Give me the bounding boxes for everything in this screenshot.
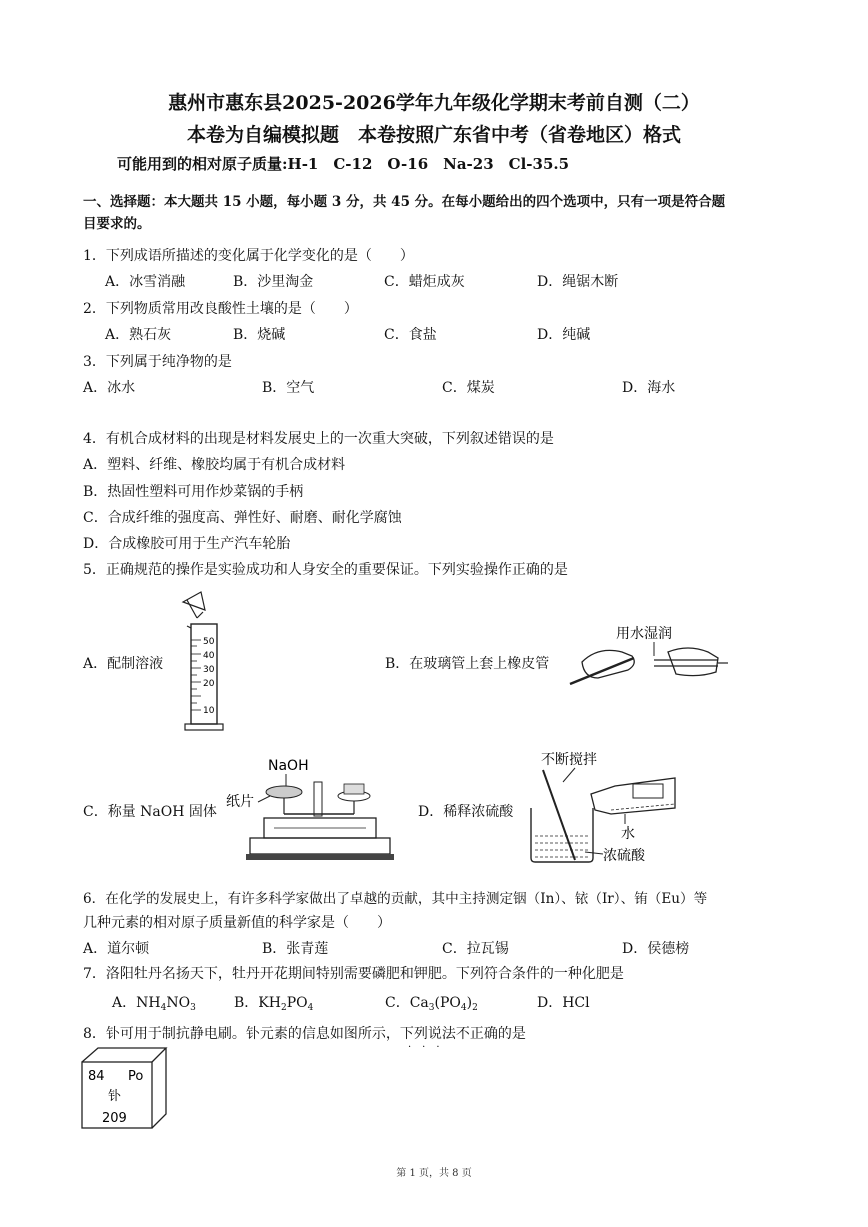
exam-title: 惠州市惠东县2025-2026学年九年级化学期末考前自测（二）	[168, 92, 700, 114]
q3-option-a[interactable]: A．冰水	[83, 380, 136, 396]
q6-option-a[interactable]: A．道尔顿	[83, 941, 150, 957]
cylinder-tick-50: 50	[203, 637, 215, 647]
element-atomic-number: 84	[88, 1069, 105, 1084]
q6-option-c[interactable]: C．拉瓦锡	[442, 941, 509, 957]
q7-option-a-subscript1: 4	[160, 1003, 167, 1013]
measuring-cylinder-figure	[175, 588, 235, 736]
atomic-masses: 可能用到的相对原子质量:H-1 C-12 O-16 Na-23 Cl-35.5	[117, 155, 570, 173]
cylinder-tick-30: 30	[203, 665, 215, 675]
q5-option-b[interactable]: B．在玻璃管上套上橡皮管	[385, 656, 550, 672]
q3-option-d[interactable]: D．海水	[622, 380, 676, 396]
q7-option-c-label: C．	[385, 995, 410, 1011]
element-symbol: Po	[128, 1069, 144, 1084]
q6-option-d[interactable]: D．侯德榜	[622, 941, 690, 957]
q4-option-b[interactable]: B．热固性塑料可用作炒菜锅的手柄	[83, 484, 304, 500]
q7-option-c-subscript2: 4	[460, 1003, 467, 1013]
element-name: 钋	[108, 1089, 122, 1104]
fig-c-label-paper: 纸片	[226, 794, 254, 810]
q7-option-a-subscript2: 3	[190, 1003, 196, 1013]
q7-option-b-subscript2: 4	[307, 1003, 314, 1013]
section-heading-line1: 一、选择题：本大题共 15 小题，每小题 3 分，共 45 分。在每小题给出的四个选项中，只有一项是符合题	[83, 194, 726, 210]
element-card-polonium	[80, 1046, 170, 1130]
q2-option-a[interactable]: A．熟石灰	[105, 327, 172, 343]
question-6-stem-line2: 几种元素的相对原子质量新值的科学家是（ ）	[83, 915, 391, 931]
question-7-stem: 7．洛阳牡丹名扬天下，牡丹开花期间特别需要磷肥和钾肥。下列符合条件的一种化肥是	[83, 966, 624, 982]
q7-option-a-formula-part2: NO	[166, 995, 191, 1011]
glass-tube-figure	[568, 622, 730, 694]
q7-option-c-formula-part3: )	[466, 995, 473, 1011]
q7-option-a-formula-part1: NH	[136, 995, 161, 1011]
question-3-stem: 3．下列属于纯净物的是	[83, 354, 232, 370]
q5-option-c[interactable]: C．称量 NaOH 固体	[83, 804, 217, 820]
dilution-figure	[525, 748, 685, 868]
q4-option-d[interactable]: D．合成橡胶可用于生产汽车轮胎	[83, 536, 291, 552]
q1-option-a[interactable]: A．冰雪消融	[105, 274, 186, 290]
cylinder-tick-20: 20	[203, 679, 215, 689]
question-6-stem-line1: 6．在化学的发展史上，有许多科学家做出了卓越的贡献，其中主持测定铟（In）、铱（Ir）、铕（Eu）等	[83, 891, 708, 907]
q7-option-c[interactable]	[385, 992, 478, 1013]
q4-option-c[interactable]: C．合成纤维的强度高、弹性好、耐磨、耐化学腐蚀	[83, 510, 402, 526]
q1-option-d[interactable]: D．绳锯木断	[537, 274, 619, 290]
q2-option-c[interactable]: C．食盐	[384, 327, 437, 343]
q7-option-c-subscript3: 2	[472, 1003, 478, 1013]
question-2-stem: 2．下列物质常用改良酸性土壤的是（ ）	[83, 301, 358, 317]
balance-figure	[224, 752, 394, 864]
question-8-stem: 8．钋可用于制抗静电刷。钋元素的信息如图所示，下列说法不正确的是	[83, 1026, 526, 1042]
fig-d-label-acid: 浓硫酸	[603, 848, 645, 864]
q5-option-a[interactable]: A．配制溶液	[83, 656, 164, 672]
q7-option-d[interactable]: D．HCl	[537, 995, 590, 1011]
fig-b-label: 用水湿润	[616, 626, 672, 642]
q2-option-d[interactable]: D．纯碱	[537, 327, 591, 343]
question-4-stem: 4．有机合成材料的出现是材料发展史上的一次重大突破，下列叙述错误的是	[83, 431, 554, 447]
q7-option-b-formula-part2: PO	[286, 995, 308, 1011]
q7-option-c-subscript1: 3	[428, 1003, 435, 1013]
q7-option-b-formula-part1: KH	[258, 995, 281, 1011]
q7-option-a[interactable]	[112, 992, 196, 1013]
section-heading-line2: 目要求的。	[83, 216, 151, 232]
q6-option-b[interactable]: B．张青莲	[262, 941, 329, 957]
q4-option-a[interactable]: A．塑料、纤维、橡胶均属于有机合成材料	[83, 457, 346, 473]
fig-d-label-stir: 不断搅拌	[541, 752, 597, 768]
exam-subtitle: 本卷为自编模拟题 本卷按照广东省中考（省卷地区）格式	[186, 124, 681, 146]
q3-option-c[interactable]: C．煤炭	[442, 380, 495, 396]
cylinder-tick-10: 10	[203, 706, 215, 716]
q5-option-d[interactable]: D．稀释浓硫酸	[418, 804, 514, 820]
q7-option-b-subscript1: 2	[280, 1003, 287, 1013]
cylinder-tick-40: 40	[203, 651, 215, 661]
q2-option-b[interactable]: B．烧碱	[233, 327, 286, 343]
q7-option-a-label: A．	[112, 995, 137, 1011]
page-number: 第 1 页，共 8 页	[396, 1168, 472, 1179]
question-1-stem: 1．下列成语所描述的变化属于化学变化的是（ ）	[83, 248, 414, 264]
fig-d-label-water: 水	[621, 826, 635, 842]
q7-option-b-label: B．	[234, 995, 259, 1011]
emphasis-dots: ···	[408, 1042, 451, 1053]
question-5-stem: 5．正确规范的操作是实验成功和人身安全的重要保证。下列实验操作正确的是	[83, 562, 568, 578]
element-atomic-mass: 209	[102, 1111, 127, 1126]
q1-option-b[interactable]: B．沙里淘金	[233, 274, 314, 290]
q7-option-c-formula-part2: (PO	[434, 995, 461, 1011]
q3-option-b[interactable]: B．空气	[262, 380, 315, 396]
q7-option-c-formula-part1: Ca	[409, 995, 429, 1011]
q1-option-c[interactable]: C．蜡炬成灰	[384, 274, 465, 290]
q7-option-b[interactable]	[234, 992, 313, 1013]
fig-c-label-naoh: NaOH	[268, 758, 309, 774]
